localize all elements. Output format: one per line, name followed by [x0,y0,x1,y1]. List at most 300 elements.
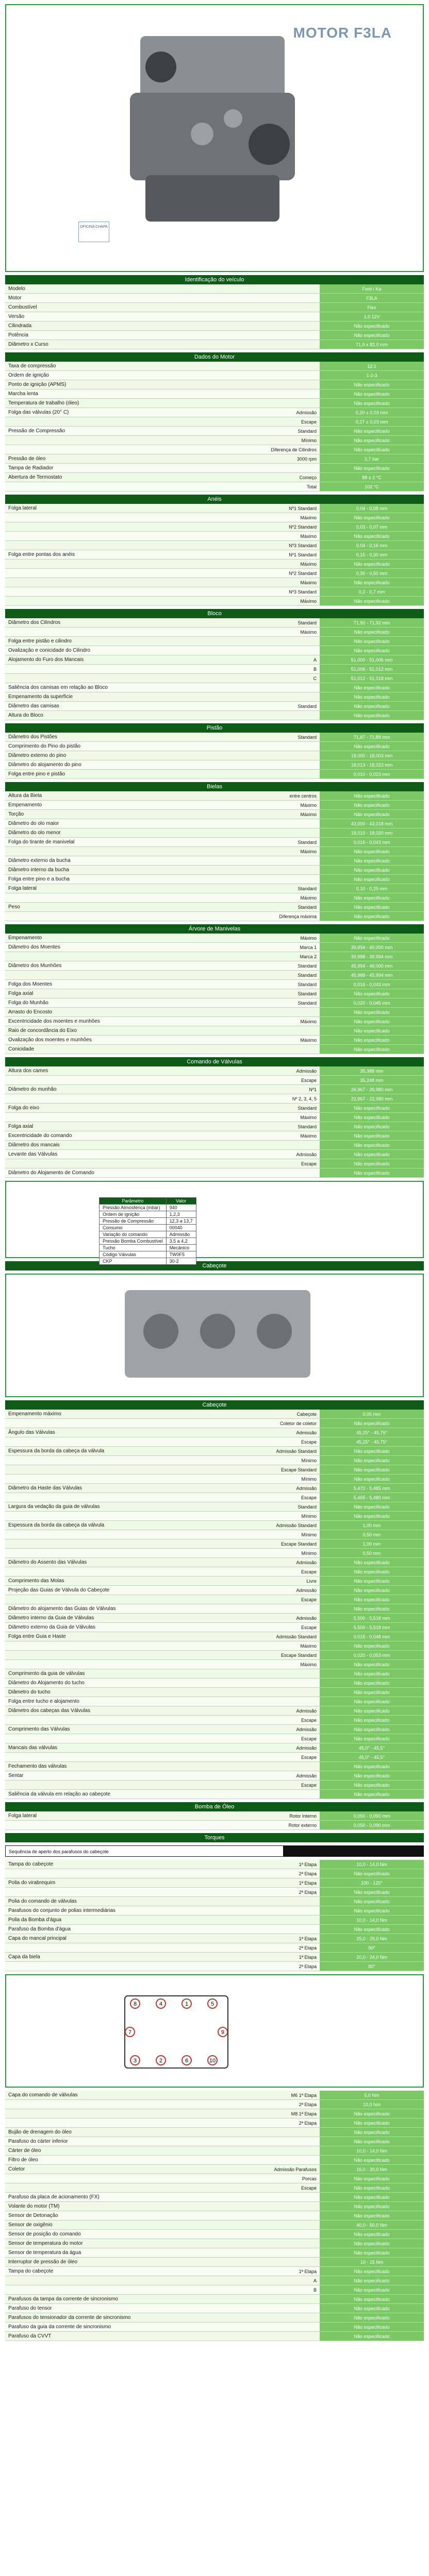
row-value: 22,967 - 22,980 mm [320,1094,424,1103]
row-label: Diâmetro do olo menor [8,830,61,836]
row-sublabel [232,683,320,692]
row-sublabel: Standard [298,1106,317,1111]
row-label: Diâmetro do Alojamento de Comando [8,1170,94,1176]
row-label: Diâmetro do Alojamento do tucho [8,1680,85,1686]
table-row [5,473,424,482]
row-value: Não especificado [320,683,424,692]
row-value: 0,30 - 0,50 mm [320,569,424,578]
row-sublabel: entre centros [289,793,317,799]
row-label [5,952,232,961]
table-cell: CKP [100,1258,167,1265]
table-row [5,2239,424,2248]
table-row [5,1943,424,1953]
row-sublabel: Standard [298,963,317,969]
row-value: F3LA [320,294,424,302]
row-value: Não especificado [320,2211,424,2220]
row-sublabel: Máximo [300,534,317,539]
row-value: Não especificado [320,1017,424,1026]
row-sublabel: Standard [298,982,317,987]
table-row [5,1953,424,1962]
table-row [5,587,424,597]
row-value: Não especificado [320,2128,424,2137]
row-value: 0,50 mm [320,1530,424,1539]
table-cell: Pressão de Compressão [100,1218,167,1225]
row-label [5,1651,232,1659]
row-sublabel [232,819,320,828]
row-sublabel: C [313,676,317,681]
row-value: Não especificado [320,1131,424,1140]
row-label: Diâmetro externo do pino [8,753,67,758]
row-value: Não especificado [320,2285,424,2294]
row-value: 71,9 x 82,0 mm [320,340,424,349]
bolt-number: 8 [133,2001,137,2007]
row-sublabel [232,2156,320,2164]
row-sublabel: Máximo [300,1643,317,1649]
row-sublabel: Standard [298,840,317,845]
row-value: Não especificado [320,1925,424,1934]
row-value: Não especificado [320,1790,424,1799]
row-value: Não especificado [320,1008,424,1016]
row-value: Não especificado [320,1660,424,1669]
row-sublabel: Máximo [300,936,317,941]
row-sublabel: Admissão Standard [276,1449,317,1454]
table-row [5,866,424,875]
row-label [5,1753,232,1761]
row-label: Peso [8,904,20,910]
table-row [5,912,424,921]
row-label: Sensor de Detonação [8,2213,58,2218]
table-row [5,2128,424,2137]
table-header: Parâmetro [100,1198,167,1205]
row-sublabel [232,646,320,655]
table-row [5,2165,424,2174]
row-sublabel [232,1762,320,1771]
table-row [100,1258,196,1265]
table-row [100,1231,196,1238]
row-label: Altura dos cames [8,1068,48,1074]
row-value: 0,20 ± 0,03 mm [320,408,424,417]
row-label: Bujão de drenagem do óleo [8,2129,72,2135]
table-header: Valor [166,1198,196,1205]
row-sublabel: Admissão [296,1773,317,1778]
row-value: Não especificado [320,1141,424,1149]
row-label: Motor [8,295,22,301]
row-label: Diâmetro dos Munhões [8,963,62,969]
row-label [5,1734,232,1743]
table-row [100,1205,196,1211]
row-value: Não especificado [320,1419,424,1428]
table-row [5,2276,424,2285]
row-value: 90° [320,1962,424,1971]
table-row [5,417,424,427]
row-label [5,2100,232,2109]
table-row [5,2202,424,2211]
row-value: Não especificado [320,1734,424,1743]
row-value: 0,50 mm [320,1549,424,1557]
row-label [5,532,232,540]
table-row [5,810,424,819]
command-spec-table [99,1197,196,1265]
row-value: 71,87 - 71,89 mm [320,733,424,741]
table-row [5,801,424,810]
row-label: Excentricidade do comando [8,1133,72,1139]
table-row [5,2248,424,2258]
section-head [5,1400,424,1799]
row-sublabel [232,760,320,769]
table-row [5,1577,424,1586]
row-sublabel: Nº2 Standard [289,571,317,576]
row-value: Não especificado [320,1725,424,1734]
row-label: Empenamento [8,935,42,941]
row-label [5,2119,232,2127]
table-row [5,838,424,847]
table-row [5,1026,424,1036]
row-value: 1-2-3 [320,371,424,380]
row-sublabel: Admissão [296,1588,317,1593]
row-value: Não especificado [320,1706,424,1715]
row-label: Folga entre tucho e alojamento [8,1699,79,1704]
section-header: Dados do Motor [5,352,424,362]
row-value: 18,013 - 18,023 mm [320,760,424,769]
logo-text: OFICINA CHAPA [80,225,108,229]
table-cell: Pressão Bomba Combustível [100,1238,167,1245]
row-value: Não especificado [320,2137,424,2146]
row-value: Não especificado [320,1716,424,1724]
row-value: Não especificado [320,2323,424,2331]
table-row [5,408,424,417]
row-label [5,1888,232,1896]
table-row [5,1623,424,1632]
row-value: 45,994 - 46,000 mm [320,961,424,970]
row-label: Folga lateral [8,1813,37,1819]
row-sublabel: Escape [301,1625,317,1630]
row-value: 88 ± 2 °C [320,473,424,482]
row-label: Sensor de temperatura da água [8,2250,81,2256]
row-label: Folga do tirante de manivelal [8,839,75,845]
row-value: Não especificado [320,321,424,330]
row-label: Parafuso do cárter inferior [8,2139,68,2144]
row-label: Comprimento do Pino do pistão [8,743,81,749]
section-header: Árvore de Manivelas [5,924,424,934]
row-sublabel [232,371,320,380]
row-label: Diâmetro dos Moentes [8,944,60,950]
rings-rows [5,504,424,606]
row-value: Não especificado [320,1906,424,1915]
row-label: Sensor de oxigênio [8,2222,53,2228]
row-label: Tampa de Radiador [8,465,54,471]
page-root [0,4,429,2576]
row-label [5,1512,232,1520]
row-sublabel: Standard [298,429,317,434]
table-row [5,482,424,492]
row-value: Não especificado [320,427,424,435]
row-sublabel: Escape Standard [280,1541,317,1547]
row-value: Não especificado [320,2276,424,2285]
table-row [5,1008,424,1017]
row-sublabel: Máximo [300,1019,317,1024]
row-label: Taxa de compressão [8,363,56,369]
table-row [5,2332,424,2341]
row-value: 51,000 - 51,006 mm [320,655,424,664]
row-value: Não especificado [320,436,424,445]
row-sublabel: Escape Standard [280,1653,317,1658]
section-header: Cabeçote [5,1400,424,1410]
table-row [5,284,424,294]
row-value: 40,0 - 50,0 Nm [320,2221,424,2229]
table-row [5,427,424,436]
table-cell: Pressão Atmosférica (mbar) [100,1205,167,1211]
head-rows [5,1410,424,1799]
row-sublabel [232,2313,320,2322]
row-label: Diâmetro do munhão [8,1087,57,1092]
table-row [5,1916,424,1925]
table-row [5,742,424,751]
row-value: 0,016 - 0,043 mm [320,980,424,989]
row-label: Diâmetro dos cabeças das Válvulas [8,1708,90,1714]
row-value: Não especificado [320,380,424,389]
row-sublabel: Admissão [296,410,317,415]
row-label: Filtro de óleo [8,2157,38,2163]
row-value: Não especificado [320,1122,424,1131]
row-value: Não especificado [320,702,424,710]
row-label [5,541,232,550]
row-sublabel: Diferença máxima [279,914,317,919]
table-row [5,2267,424,2276]
row-sublabel: 2ª Etapa [299,1945,317,1951]
row-value: 0,050 - 0,090 mm [320,1811,424,1820]
table-row [5,674,424,683]
row-sublabel: Escape [301,419,317,425]
row-label [5,665,232,673]
row-value: Não especificado [320,875,424,884]
row-sublabel [232,1697,320,1706]
table-row [5,1104,424,1113]
table-row [5,2211,424,2221]
section-header: Identificação do veículo [5,275,424,284]
table-row [5,1502,424,1512]
table-row [5,1925,424,1934]
command-spec-figure [5,1181,424,1264]
table-row [100,1211,196,1218]
row-sublabel: Admissão [296,1430,317,1435]
row-value: 12:1 [320,362,424,370]
row-value: 18,010 - 18,020 mm [320,828,424,837]
table-row [5,464,424,473]
section-header: Anéis [5,495,424,504]
row-value: 5,500 - 5,518 mm [320,1623,424,1632]
row-sublabel: Escape [301,1569,317,1574]
row-value: 0,05 mm [320,1410,424,1418]
table-row [5,1094,424,1104]
row-sublabel [232,1008,320,1016]
row-label [5,1943,232,1952]
table-row [5,903,424,912]
row-label: Cilindrada [8,323,32,329]
table-row [5,618,424,628]
row-sublabel: 2ª Etapa [299,1964,317,1969]
table-row [5,560,424,569]
row-sublabel: Escape [301,2185,317,2191]
row-value: Não especificado [320,1869,424,1878]
table-row [5,1734,424,1743]
row-label [5,1094,232,1103]
row-sublabel: Standard [298,620,317,625]
section-torques-1 [5,1860,424,1971]
row-value: Não especificado [320,1512,424,1520]
row-label [5,1465,232,1474]
row-label: Cárter de óleo [8,2148,41,2154]
table-cell: TW0F5 [166,1251,196,1258]
row-value: 100 - 120° [320,1878,424,1887]
row-label: Diâmetro interno da Guia de Válvulas [8,1615,94,1621]
row-value: Não especificado [320,2156,424,2164]
row-value: Não especificado [320,1641,424,1650]
row-value: Não especificado [320,1567,424,1576]
row-sublabel [232,284,320,293]
row-sublabel [232,856,320,865]
row-label: Pressão de Compressão [8,428,65,434]
row-sublabel: Escape [301,1783,317,1788]
row-sublabel: Máximo [300,849,317,854]
row-sublabel: Máximo [300,562,317,567]
row-value: Não especificado [320,1781,424,1789]
table-row [5,751,424,760]
table-row [5,569,424,578]
row-value: Não especificado [320,578,424,587]
row-sublabel: Standard [298,1504,317,1510]
table-row [5,1447,424,1456]
row-value: Não especificado [320,989,424,998]
row-label: Tampa do cabeçote [8,2268,54,2274]
section-header: Comando de Válvulas [5,1057,424,1066]
row-label [5,445,232,454]
table-row [5,2323,424,2332]
table-cell: Mecânico [166,1245,196,1251]
table-row [5,312,424,321]
row-sublabel: Admissão [296,1745,317,1751]
row-sublabel: Escape [301,1736,317,1741]
row-sublabel [232,1688,320,1697]
table-row [5,2313,424,2323]
row-sublabel: A [313,657,317,663]
row-sublabel: Porcas [302,2176,317,2181]
row-value: Não especificado [320,399,424,408]
row-sublabel: Escape [301,1718,317,1723]
row-label: Projeção das Guias de Válvula do Cabeçote [8,1587,110,1593]
row-sublabel: Standard [298,991,317,996]
table-row [5,1410,424,1419]
table-row [5,1821,424,1830]
table-row [5,971,424,980]
row-label: Altura do Bloco [8,713,43,718]
row-sublabel [232,2146,320,2155]
row-sublabel [232,362,320,370]
row-sublabel: 2ª Etapa [299,1871,317,1876]
table-row [5,2119,424,2128]
row-sublabel: Rotor externo [288,1823,317,1828]
row-sublabel [232,1045,320,1054]
table-row [5,1679,424,1688]
row-sublabel: Admissão [296,1560,317,1565]
table-row [5,770,424,779]
table-row [5,980,424,989]
row-value: Não especificado [320,810,424,819]
table-row [5,1706,424,1716]
row-sublabel: B [313,2287,317,2293]
row-sublabel: 2ª Etapa [299,2121,317,2126]
table-row [5,1669,424,1679]
row-label: Folga entre pontas dos anéis [8,552,75,557]
row-sublabel [232,464,320,472]
section-crankshaft [5,924,424,1054]
row-label: Diâmetro do tucho [8,1689,51,1695]
row-sublabel: Nº 2, 3, 4, 5 [292,1096,317,1101]
row-value: 39,994 - 40,000 mm [320,943,424,952]
table-row [5,2156,424,2165]
table-row [5,303,424,312]
table-row [5,884,424,893]
row-label: Diâmetro x Curso [8,342,48,347]
row-label: Diâmetro do alojamento do pino [8,762,81,768]
cylinder-head-illustration [6,1275,423,1396]
row-value: 5,0 Nm [320,2091,424,2099]
row-value: 10,0 - 14,0 Nm [320,1860,424,1869]
table-row [5,1781,424,1790]
table-row [5,1122,424,1131]
table-row [5,683,424,692]
table-cell: Admissão [166,1231,196,1238]
table-row [5,2304,424,2313]
table-row [5,1141,424,1150]
row-sublabel: 2ª Etapa [299,1890,317,1895]
table-row [5,637,424,646]
section-engine-data [5,352,424,492]
bolt-number: 6 [185,2058,189,2064]
row-value: Não especificado [320,1762,424,1771]
row-value: 5,470 - 5,485 mm [320,1484,424,1493]
table-row [5,380,424,389]
row-value: 45,25° - 45,75° [320,1437,424,1446]
row-sublabel: Nº3 Standard [289,543,317,548]
row-sublabel: 2ª Etapa [299,2102,317,2107]
row-value: Não especificado [320,2119,424,2127]
row-value: 0,10 - 0,25 mm [320,884,424,893]
bolt-number: 9 [221,2029,225,2036]
row-label [5,587,232,596]
row-sublabel: Mínimo [301,1532,317,1537]
table-cell: 3,5 a 4,2 [166,1238,196,1245]
row-sublabel [232,2128,320,2137]
row-label: Diâmetro da Haste das Válvulas [8,1485,82,1491]
table-row [5,2295,424,2304]
row-value: Não especificado [320,1697,424,1706]
row-label: Parafusos do tensionador da corrente de sincronismo [8,2315,131,2320]
table-row [5,1632,424,1641]
table-row [5,2109,424,2119]
row-label [5,1660,232,1669]
row-sublabel: Máximo [300,599,317,604]
row-value: Não especificado [320,1771,424,1780]
row-sublabel [232,2295,320,2303]
row-sublabel [232,340,320,349]
row-label: Potência [8,332,28,338]
row-value: 20,0 - 24,0 Nm [320,1953,424,1961]
row-label: Conicidade [8,1046,35,1052]
table-cell: Ordem de ignição [100,1211,167,1218]
row-value: 102 °C [320,482,424,491]
table-row [100,1238,196,1245]
row-label: Diâmetro dos Cilindros [8,620,61,625]
